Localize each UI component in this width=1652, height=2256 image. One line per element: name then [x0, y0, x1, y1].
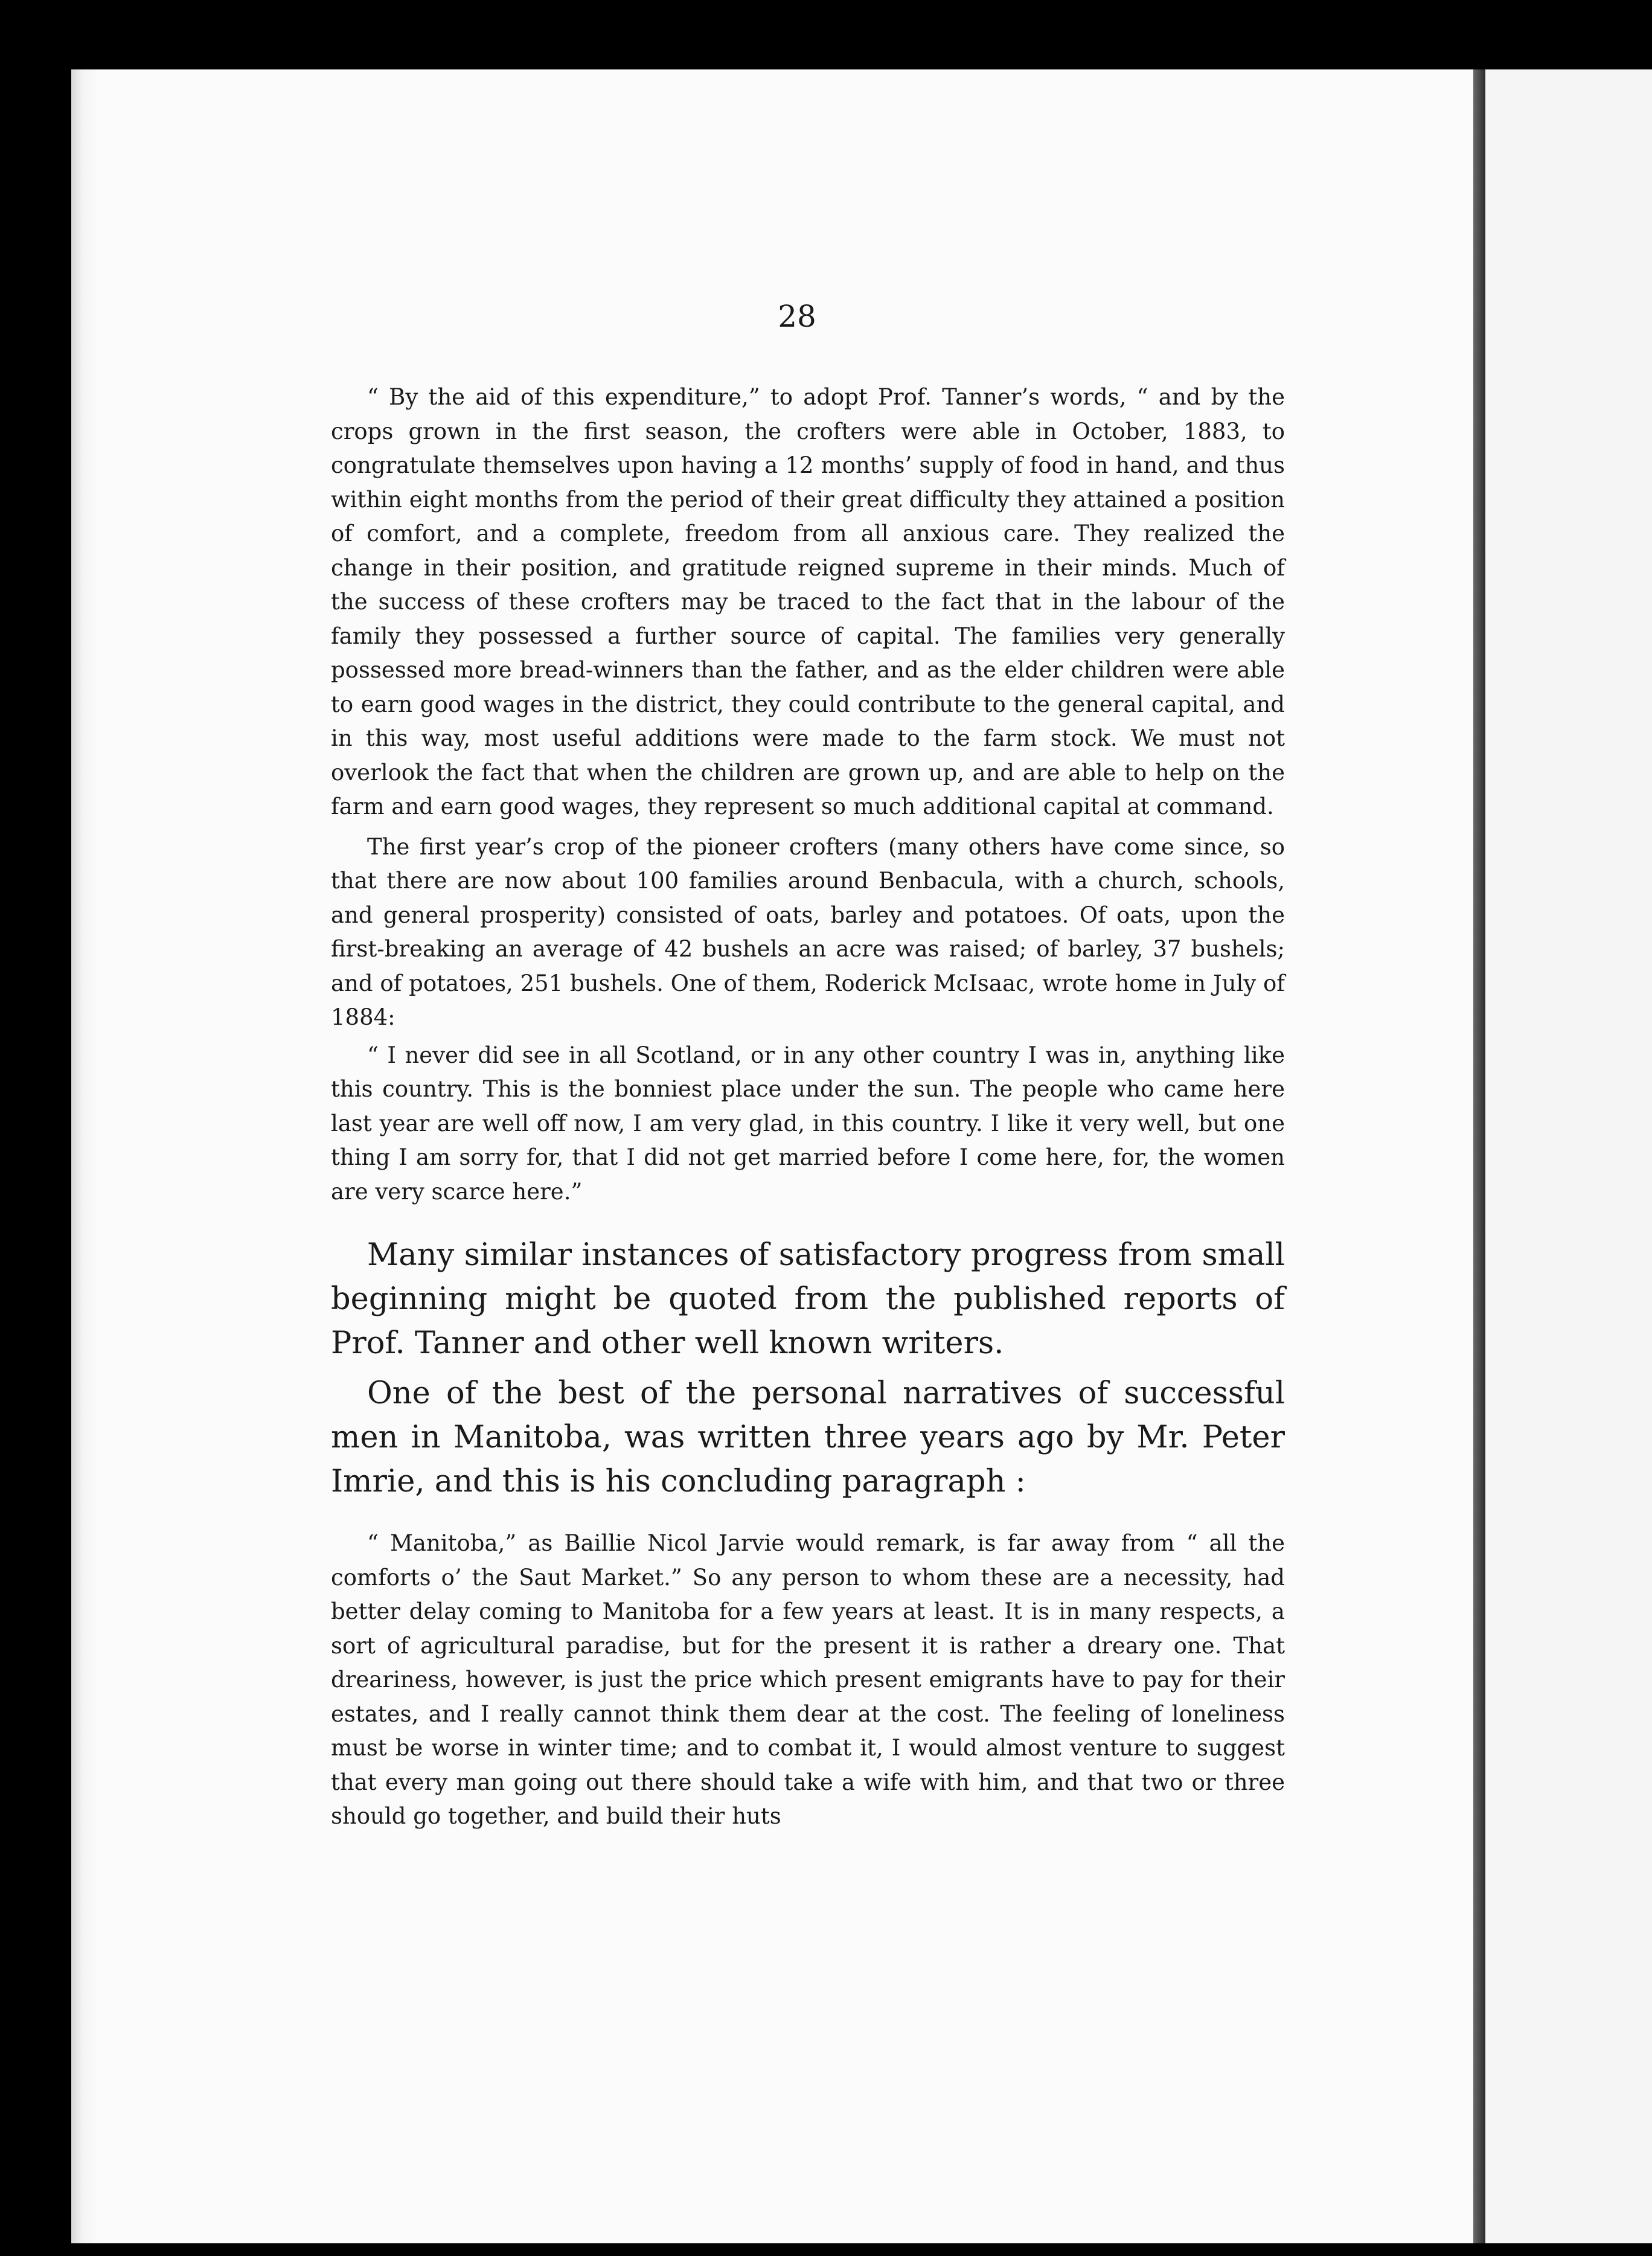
paragraph-first-crop: The first year’s crop of the pioneer crofters (many others have come since, so that there are now about 100 families around Benbacula, with a church, schools, and general prosperity) consisted of oats, barley and potatoes. Of oats, upon the first-breaking an average of 42 bushels an acre was raised; of barley, 37 bushels; and of potatoes, 251 bushels. One of them, Roderick McIsaac, wrote home in July of 1884: — [331, 833, 1285, 1030]
paragraph-imrie-intro: One of the best of the personal narratives of successful men in Manitoba, was written three years ago by Mr. Peter Imrie, and this is his concluding paragraph : — [331, 1376, 1285, 1499]
page-number: 28 — [778, 299, 816, 334]
paragraph-imrie-quote: “ Manitoba,” as Baillie Nicol Jarvie would remark, is far away from “ all the comforts o’ the Saut Market.” So any person to whom these are a necessity, had better delay coming to Manitoba for a few years at least. It is in many respects, a sort of agricultural paradise, but for the present it is rather a dreary one. That dreariness, however, is just the price which present emigrants have to pay for their estates, and I really cannot think them dear at the cost. The feeling of loneliness must be worse in winter time; and to combat it, I would almost venture to suggest that every man going out there should take a wife with him, and that two or three should go together, and build their huts — [331, 1530, 1285, 1829]
paragraph-tanner-quote: “ By the aid of this expenditure,” to adopt Prof. Tanner’s words, “ and by the crops grown in the first season, the crofters were able in October, 1883, to congratulate themselves upon having a 12 months’ supply of food in hand, and thus within eight months from the period of their great difficulty they attained a position of comfort, and a complete, freedom from all anxious care. They realized the change in their position, and gratitude reigned supreme in their minds. Much of the success of these crofters may be traced to the fact that in the labour of the family they possessed a further source of capital. The families very generally possessed more bread-winners than the father, and as the elder children were able to earn good wages in the district, they could contribute to the general capital, and in this way, most useful additions were made to the farm stock. We must not overlook the fact that when the children are grown up, and are able to help on the farm and earn good wages, they represent so much additional capital at command. — [331, 384, 1285, 819]
page-body-text — [331, 290, 1285, 1834]
paragraph-similar-instances: Many similar instances of satisfactory progress from small beginning might be quoted from the published reports of Prof. Tanner and other well known writers. — [331, 1237, 1285, 1361]
adjacent-page-edge — [1485, 69, 1652, 2243]
book-spine-shadow — [1473, 69, 1485, 2243]
page-edge-shadow — [71, 69, 99, 2243]
paragraph-mcisaac-letter: “ I never did see in all Scotland, or in any other country I was in, anything like this country. This is the bonniest place under the sun. The people who came here last year are well off now, I am very glad, in this country. I like it very well, but one thing I am sorry for, that I did not get married before I come here, for, the women are very scarce here.” — [331, 1042, 1285, 1205]
